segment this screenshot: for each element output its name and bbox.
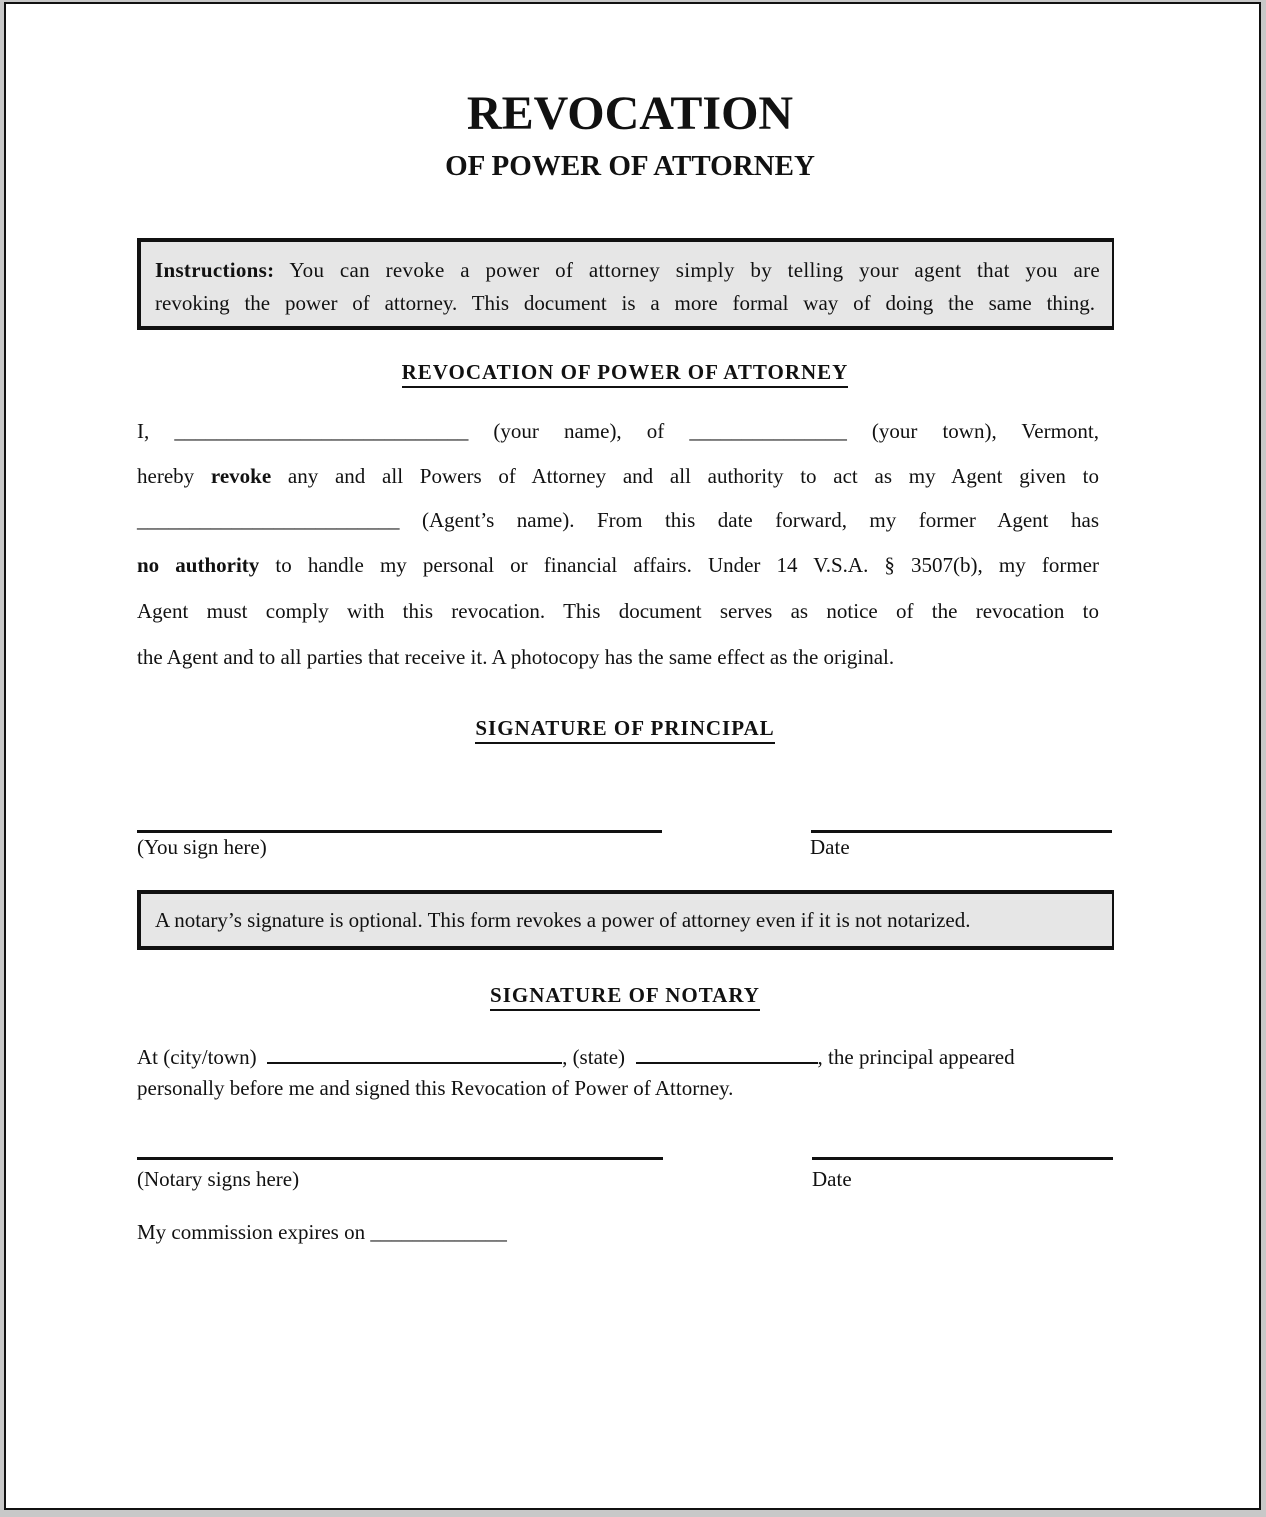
document-subtitle: OF POWER OF ATTORNEY <box>445 150 815 182</box>
instructions-line-2: revoking the power of attorney. This document is a more formal way of doing the same thing. <box>155 291 1095 315</box>
notary-note-text: A notary’s signature is optional. This form revokes a power of attorney even if it is not notarized. <box>155 908 971 932</box>
section-heading-revocation: REVOCATION OF POWER OF ATTORNEY <box>0 360 1250 385</box>
principal-date-label: Date <box>810 835 850 859</box>
notary-sign-label: (Notary signs here) <box>137 1167 300 1191</box>
city-town-field[interactable] <box>267 1042 562 1064</box>
body-line-4: no authority to handle my personal or financial affairs. Under 14 V.S.A. § 3507(b), my former <box>137 553 1099 577</box>
instructions-text: You can revoke a power of attorney simply by telling your agent that you are <box>289 258 1100 282</box>
principal-sign-label: (You sign here) <box>137 835 267 859</box>
document-page <box>4 2 1261 1510</box>
instructions-line-1 <box>155 258 1100 283</box>
section-heading-notary: SIGNATURE OF NOTARY <box>0 983 1250 1008</box>
notary-signature-line[interactable] <box>137 1157 663 1160</box>
instructions-box <box>137 238 1114 330</box>
section-heading-principal: SIGNATURE OF PRINCIPAL <box>0 716 1250 741</box>
state-field[interactable] <box>636 1042 818 1064</box>
body-line-1: I, ____________________________ (your name), of _______________ (your town), Vermont, <box>137 419 1099 443</box>
notary-line-2: personally before me and signed this Revocation of Power of Attorney. <box>137 1076 734 1100</box>
commission-expires: My commission expires on _____________ <box>137 1220 507 1244</box>
document-title: REVOCATION <box>466 87 794 140</box>
instructions-label: Instructions: <box>155 258 275 282</box>
notary-note-box <box>137 890 1114 950</box>
notary-location-line: At (city/town) , (state) , the principal appeared <box>137 1042 1015 1070</box>
notary-date-label: Date <box>812 1167 852 1191</box>
body-line-5: Agent must comply with this revocation. This document serves as notice of the revocation to <box>137 599 1099 623</box>
principal-signature-line[interactable] <box>137 830 662 833</box>
body-line-6: the Agent and to all parties that receive it. A photocopy has the same effect as the original. <box>137 645 895 669</box>
body-line-3: _________________________ (Agent’s name). From this date forward, my former Agent has <box>137 508 1099 532</box>
principal-date-line[interactable] <box>811 830 1112 833</box>
notary-date-line[interactable] <box>812 1157 1113 1160</box>
body-line-2: hereby revoke any and all Powers of Attorney and all authority to act as my Agent given to <box>137 464 1099 488</box>
